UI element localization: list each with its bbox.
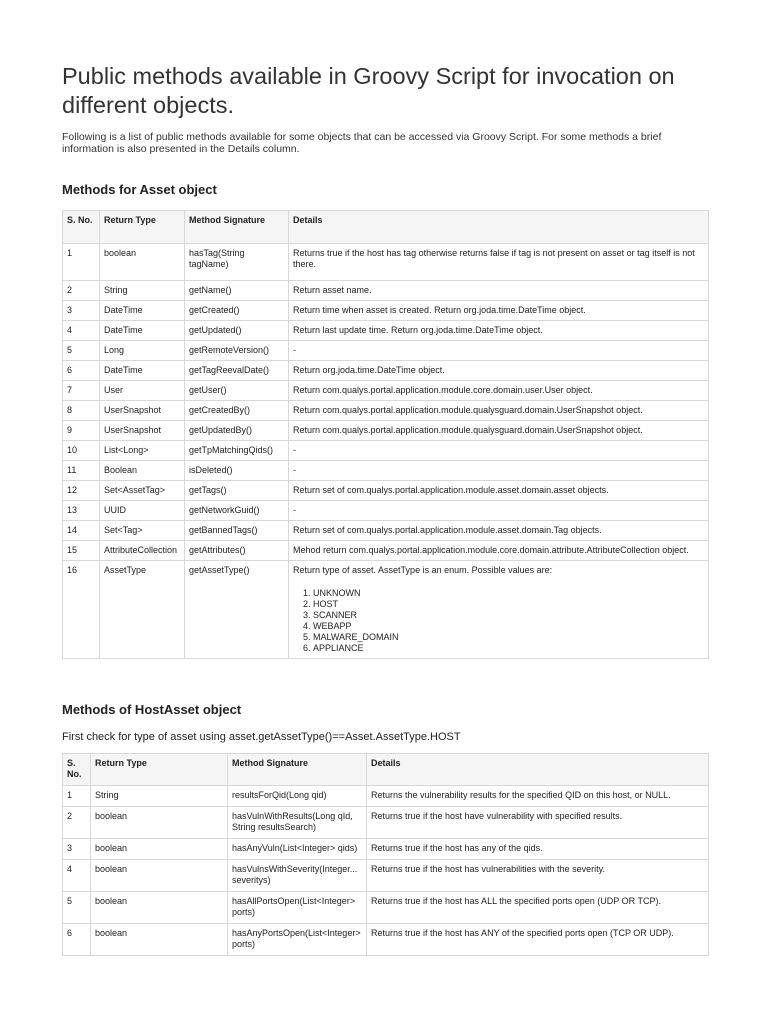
cell-return-type-text: boolean xyxy=(95,843,128,853)
cell-return-type-text: String xyxy=(95,790,119,800)
cell-details xyxy=(367,839,709,860)
cell-return-type xyxy=(91,860,228,892)
cell-method-signature-text: getCreated() xyxy=(189,305,240,315)
cell-return-type xyxy=(100,401,185,421)
cell-details xyxy=(367,786,709,807)
table-row xyxy=(63,924,709,956)
table-row xyxy=(63,561,709,659)
cell-method-signature xyxy=(228,839,367,860)
cell-return-type-text: DateTime xyxy=(104,365,143,375)
header-return-type: Return Type xyxy=(91,754,228,786)
cell-sno-text: 16 xyxy=(67,565,78,575)
cell-return-type-text: DateTime xyxy=(104,305,143,315)
cell-details xyxy=(289,541,709,561)
list-item: 4. WEBAPP xyxy=(313,621,704,632)
cell-details-text: Returns true if the host has vulnerabilities with the severity. xyxy=(371,864,605,874)
cell-sno-text: 6 xyxy=(67,365,73,375)
cell-method-signature-text: isDeleted() xyxy=(189,465,233,475)
cell-sno xyxy=(63,481,100,501)
intro-paragraph: Following is a list of public methods available for some objects that can be accessed via Groovy Script. For some methods a brief information is also presented in the Details column. xyxy=(62,131,662,155)
cell-details-text: - xyxy=(293,505,296,515)
asset-table-body xyxy=(63,244,709,659)
cell-return-type xyxy=(100,481,185,501)
list-item: 5. MALWARE_DOMAIN xyxy=(313,632,704,643)
cell-return-type-text: User xyxy=(104,385,124,395)
cell-sno-text: 13 xyxy=(67,505,78,515)
cell-sno xyxy=(63,839,91,860)
cell-sno xyxy=(63,321,100,341)
table-row xyxy=(63,786,709,807)
cell-method-signature xyxy=(185,561,289,659)
cell-method-signature-text: hasAllPortsOpen(List<Integer> ports) xyxy=(232,896,356,917)
cell-method-signature-text: getNetworkGuid() xyxy=(189,505,260,515)
page-title: Public methods available in Groovy Script for invocation on different objects. xyxy=(62,63,675,118)
table-row xyxy=(63,321,709,341)
cell-method-signature xyxy=(185,401,289,421)
cell-method-signature xyxy=(185,481,289,501)
cell-details xyxy=(289,481,709,501)
cell-details xyxy=(289,361,709,381)
cell-return-type xyxy=(100,561,185,659)
cell-return-type xyxy=(100,341,185,361)
cell-return-type-text: DateTime xyxy=(104,325,143,335)
table-row xyxy=(63,481,709,501)
cell-return-type-text: Long xyxy=(104,345,125,355)
cell-method-signature-text: getBannedTags() xyxy=(189,525,258,535)
cell-return-type xyxy=(100,421,185,441)
table-row xyxy=(63,461,709,481)
asset-section-heading: Methods for Asset object xyxy=(62,182,217,197)
cell-return-type xyxy=(100,381,185,401)
cell-method-signature xyxy=(185,441,289,461)
cell-method-signature xyxy=(228,924,367,956)
cell-method-signature-text: resultsForQid(Long qid) xyxy=(232,790,327,800)
cell-method-signature-text: getTpMatchingQids() xyxy=(189,445,274,455)
cell-sno-text: 3 xyxy=(67,843,73,853)
cell-sno-text: 6 xyxy=(67,928,73,938)
header-details: Details xyxy=(367,754,709,786)
cell-return-type xyxy=(100,301,185,321)
cell-details-text: - xyxy=(293,445,296,455)
cell-return-type-text: boolean xyxy=(95,896,128,906)
cell-method-signature xyxy=(185,321,289,341)
asset-type-list xyxy=(293,588,704,654)
cell-return-type-text: boolean xyxy=(95,928,128,938)
cell-method-signature-text: hasTag(String tagName) xyxy=(189,248,245,269)
cell-sno-text: 2 xyxy=(67,285,73,295)
cell-method-signature-text: getCreatedBy() xyxy=(189,405,251,415)
cell-method-signature xyxy=(185,244,289,281)
cell-sno-text: 2 xyxy=(67,811,73,821)
cell-return-type xyxy=(100,361,185,381)
cell-return-type-text: boolean xyxy=(95,811,128,821)
cell-details xyxy=(289,321,709,341)
cell-sno xyxy=(63,401,100,421)
table-row xyxy=(63,341,709,361)
cell-details-text: Returns true if the host has ANY of the specified ports open (TCP OR UDP). xyxy=(371,928,674,938)
header-sno: S. No. xyxy=(63,211,100,244)
cell-details-text: Return com.qualys.portal.application.module.qualysguard.domain.UserSnapshot object. xyxy=(293,425,643,435)
cell-method-signature xyxy=(185,521,289,541)
cell-return-type xyxy=(100,541,185,561)
cell-method-signature xyxy=(185,301,289,321)
cell-sno-text: 5 xyxy=(67,345,73,355)
cell-return-type-text: AttributeCollection xyxy=(104,545,178,555)
list-item: 6. APPLIANCE xyxy=(313,643,704,654)
cell-details xyxy=(289,341,709,361)
cell-return-type xyxy=(91,924,228,956)
table-row xyxy=(63,301,709,321)
cell-sno xyxy=(63,860,91,892)
header-details: Details xyxy=(289,211,709,244)
cell-details xyxy=(289,244,709,281)
cell-method-signature-text: getRemoteVersion() xyxy=(189,345,270,355)
cell-sno xyxy=(63,892,91,924)
cell-method-signature xyxy=(185,461,289,481)
cell-details-text: Mehod return com.qualys.portal.application.module.core.domain.attribute.AttributeCollection object. xyxy=(293,545,689,555)
cell-method-signature-text: getUpdated() xyxy=(189,325,242,335)
cell-details xyxy=(289,381,709,401)
list-item: 3. SCANNER xyxy=(313,610,704,621)
cell-sno xyxy=(63,421,100,441)
table-row xyxy=(63,244,709,281)
cell-sno xyxy=(63,561,100,659)
cell-return-type xyxy=(100,321,185,341)
table-row xyxy=(63,361,709,381)
cell-details xyxy=(367,892,709,924)
cell-return-type xyxy=(91,786,228,807)
cell-return-type-text: boolean xyxy=(95,864,128,874)
cell-sno xyxy=(63,786,91,807)
cell-return-type xyxy=(91,807,228,839)
cell-method-signature xyxy=(185,541,289,561)
cell-details-text: Return set of com.qualys.portal.application.module.asset.domain.asset objects. xyxy=(293,485,609,495)
cell-method-signature xyxy=(228,786,367,807)
cell-details xyxy=(289,441,709,461)
cell-method-signature xyxy=(185,501,289,521)
cell-details-text: Returns the vulnerability results for the specified QID on this host, or NULL. xyxy=(371,790,671,800)
cell-details xyxy=(289,461,709,481)
cell-details-text: Return time when asset is created. Return org.joda.time.DateTime object. xyxy=(293,305,586,315)
cell-sno xyxy=(63,381,100,401)
cell-details-text: Return asset name. xyxy=(293,285,372,295)
cell-method-signature xyxy=(228,860,367,892)
cell-method-signature xyxy=(185,281,289,301)
cell-method-signature-text: getTags() xyxy=(189,485,227,495)
cell-details xyxy=(289,521,709,541)
cell-sno xyxy=(63,301,100,321)
cell-return-type xyxy=(100,461,185,481)
cell-sno-text: 7 xyxy=(67,385,73,395)
cell-return-type-text: UserSnapshot xyxy=(104,405,162,415)
table-row xyxy=(63,521,709,541)
cell-sno xyxy=(63,807,91,839)
cell-details-text: Return com.qualys.portal.application.module.qualysguard.domain.UserSnapshot object. xyxy=(293,405,643,415)
cell-details xyxy=(289,561,709,659)
table-row xyxy=(63,441,709,461)
cell-return-type-text: Set<AssetTag> xyxy=(104,485,166,495)
cell-return-type-text: UserSnapshot xyxy=(104,425,162,435)
cell-sno-text: 15 xyxy=(67,545,78,555)
cell-details xyxy=(289,281,709,301)
cell-sno-text: 14 xyxy=(67,525,78,535)
cell-details xyxy=(367,924,709,956)
table-header-row xyxy=(63,754,709,786)
cell-details xyxy=(367,860,709,892)
cell-details-text: Returns true if the host has ALL the specified ports open (UDP OR TCP). xyxy=(371,896,661,906)
cell-details-text: Returns true if the host has any of the qids. xyxy=(371,843,543,853)
cell-details-text: Return type of asset. AssetType is an enum. Possible values are: xyxy=(293,565,553,575)
cell-sno-text: 1 xyxy=(67,790,73,800)
hostasset-note: First check for type of asset using asset.getAssetType()==Asset.AssetType.HOST xyxy=(62,731,461,743)
hostasset-section-heading: Methods of HostAsset object xyxy=(62,702,242,717)
cell-method-signature xyxy=(228,892,367,924)
cell-method-signature-text: getAttributes() xyxy=(189,545,246,555)
cell-return-type xyxy=(100,521,185,541)
cell-return-type xyxy=(100,501,185,521)
cell-details-text: - xyxy=(293,345,296,355)
cell-details xyxy=(289,421,709,441)
header-return-type: Return Type xyxy=(100,211,185,244)
table-row xyxy=(63,381,709,401)
cell-details-text: Returns true if the host has tag otherwise returns false if tag is not present on asset or tag itself is not there. xyxy=(293,248,695,269)
cell-method-signature xyxy=(228,807,367,839)
cell-sno-text: 5 xyxy=(67,896,73,906)
cell-method-signature-text: getUser() xyxy=(189,385,227,395)
cell-method-signature xyxy=(185,421,289,441)
cell-return-type xyxy=(100,441,185,461)
table-row xyxy=(63,541,709,561)
table-row xyxy=(63,421,709,441)
cell-method-signature-text: hasAnyPortsOpen(List<Integer> ports) xyxy=(232,928,361,949)
cell-return-type-text: AssetType xyxy=(104,565,147,575)
header-method-signature: Method Signature xyxy=(228,754,367,786)
cell-sno xyxy=(63,441,100,461)
cell-method-signature-text: hasVulnWithResults(Long qId, String resultsSearch) xyxy=(232,811,353,832)
list-item: 2. HOST xyxy=(313,599,704,610)
cell-details xyxy=(289,301,709,321)
cell-sno-text: 4 xyxy=(67,864,73,874)
cell-details xyxy=(367,807,709,839)
cell-sno-text: 12 xyxy=(67,485,78,495)
cell-method-signature-text: getTagReevalDate() xyxy=(189,365,270,375)
cell-details-text: Return com.qualys.portal.application.module.core.domain.user.User object. xyxy=(293,385,593,395)
cell-sno-text: 1 xyxy=(67,248,73,258)
cell-details-text: Return last update time. Return org.joda.time.DateTime object. xyxy=(293,325,543,335)
cell-sno xyxy=(63,341,100,361)
table-row xyxy=(63,807,709,839)
cell-return-type-text: String xyxy=(104,285,128,295)
cell-details-text: Return set of com.qualys.portal.application.module.asset.domain.Tag objects. xyxy=(293,525,602,535)
asset-methods-table xyxy=(62,210,709,659)
cell-method-signature-text: getAssetType() xyxy=(189,565,250,575)
cell-return-type xyxy=(100,244,185,281)
cell-sno xyxy=(63,541,100,561)
cell-sno xyxy=(63,461,100,481)
cell-sno-text: 8 xyxy=(67,405,73,415)
table-row xyxy=(63,281,709,301)
cell-sno xyxy=(63,521,100,541)
cell-details-text: Return org.joda.time.DateTime object. xyxy=(293,365,445,375)
cell-sno-text: 10 xyxy=(67,445,78,455)
cell-return-type-text: List<Long> xyxy=(104,445,149,455)
cell-method-signature-text: hasAnyVuln(List<Integer> qids) xyxy=(232,843,358,853)
cell-sno xyxy=(63,281,100,301)
cell-sno xyxy=(63,924,91,956)
cell-details-text: - xyxy=(293,465,296,475)
cell-method-signature xyxy=(185,361,289,381)
cell-method-signature xyxy=(185,341,289,361)
table-row xyxy=(63,501,709,521)
table-row xyxy=(63,839,709,860)
table-header-row xyxy=(63,211,709,244)
cell-return-type xyxy=(100,281,185,301)
table-row xyxy=(63,860,709,892)
hostasset-methods-table xyxy=(62,753,709,956)
cell-sno-text: 3 xyxy=(67,305,73,315)
cell-return-type-text: Set<Tag> xyxy=(104,525,143,535)
cell-details-text: Returns true if the host have vulnerability with specified results. xyxy=(371,811,623,821)
cell-method-signature-text: getName() xyxy=(189,285,232,295)
cell-sno-text: 11 xyxy=(67,465,77,475)
cell-sno-text: 9 xyxy=(67,425,73,435)
cell-details xyxy=(289,501,709,521)
cell-return-type-text: UUID xyxy=(104,505,126,515)
table-row xyxy=(63,892,709,924)
cell-return-type xyxy=(91,892,228,924)
cell-return-type-text: Boolean xyxy=(104,465,138,475)
cell-sno xyxy=(63,244,100,281)
table-row xyxy=(63,401,709,421)
header-method-signature: Method Signature xyxy=(185,211,289,244)
cell-return-type xyxy=(91,839,228,860)
cell-sno xyxy=(63,361,100,381)
cell-method-signature-text: getUpdatedBy() xyxy=(189,425,253,435)
header-sno: S. No. xyxy=(63,754,91,786)
cell-method-signature xyxy=(185,381,289,401)
cell-return-type-text: boolean xyxy=(104,248,137,258)
cell-sno-text: 4 xyxy=(67,325,73,335)
list-item: 1. UNKNOWN xyxy=(313,588,704,599)
hostasset-table-body xyxy=(63,786,709,956)
cell-sno xyxy=(63,501,100,521)
cell-details xyxy=(289,401,709,421)
cell-method-signature-text: hasVulnsWithSeverity(Integer... severitys) xyxy=(232,864,358,885)
